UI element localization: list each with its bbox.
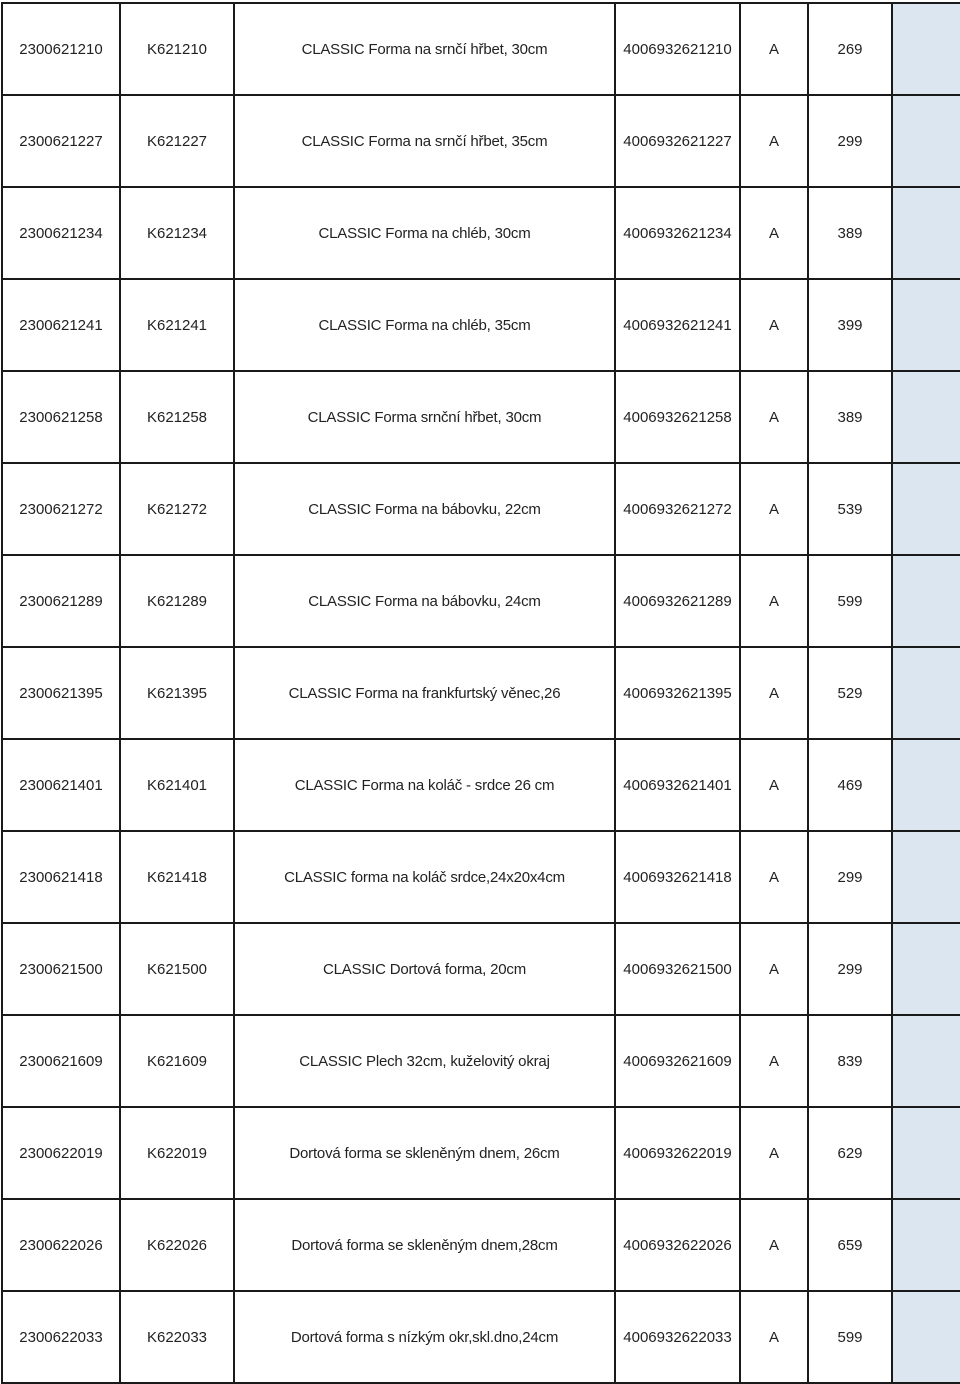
ean-cell: 4006932621272 [615, 463, 740, 555]
product-code-cell: 2300622026 [2, 1199, 120, 1291]
blank-highlight-cell [892, 187, 960, 279]
category-cell: A [740, 463, 808, 555]
price-cell: 469 [808, 739, 892, 831]
ean-cell: 4006932621258 [615, 371, 740, 463]
category-cell: A [740, 187, 808, 279]
price-cell: 399 [808, 279, 892, 371]
sku-cell: K621609 [120, 1015, 234, 1107]
product-code-cell: 2300621609 [2, 1015, 120, 1107]
product-name-cell: CLASSIC Forma na bábovku, 22cm [234, 463, 615, 555]
product-name-cell: Dortová forma se skleněným dnem, 26cm [234, 1107, 615, 1199]
table-row [2, 647, 960, 739]
product-name-cell: Dortová forma se skleněným dnem,28cm [234, 1199, 615, 1291]
product-code-cell: 2300621258 [2, 371, 120, 463]
ean-cell: 4006932621401 [615, 739, 740, 831]
ean-cell: 4006932621609 [615, 1015, 740, 1107]
blank-highlight-cell [892, 1107, 960, 1199]
sku-cell: K621272 [120, 463, 234, 555]
table-row [2, 371, 960, 463]
ean-cell: 4006932621289 [615, 555, 740, 647]
product-code-cell: 2300622033 [2, 1291, 120, 1383]
price-cell: 299 [808, 95, 892, 187]
blank-highlight-cell [892, 463, 960, 555]
product-code-cell: 2300621234 [2, 187, 120, 279]
product-code-cell: 2300621395 [2, 647, 120, 739]
table-row [2, 3, 960, 95]
category-cell: A [740, 1199, 808, 1291]
price-cell: 269 [808, 3, 892, 95]
sku-cell: K621227 [120, 95, 234, 187]
product-name-cell: CLASSIC Dortová forma, 20cm [234, 923, 615, 1015]
product-code-cell: 2300621289 [2, 555, 120, 647]
blank-highlight-cell [892, 555, 960, 647]
sku-cell: K622019 [120, 1107, 234, 1199]
table-row [2, 279, 960, 371]
category-cell: A [740, 1107, 808, 1199]
sku-cell: K622033 [120, 1291, 234, 1383]
category-cell: A [740, 3, 808, 95]
category-cell: A [740, 279, 808, 371]
price-cell: 839 [808, 1015, 892, 1107]
blank-highlight-cell [892, 279, 960, 371]
sku-cell: K621210 [120, 3, 234, 95]
product-name-cell: CLASSIC Forma na frankfurtský věnec,26 [234, 647, 615, 739]
category-cell: A [740, 923, 808, 1015]
sku-cell: K621258 [120, 371, 234, 463]
product-code-cell: 2300621241 [2, 279, 120, 371]
price-cell: 389 [808, 371, 892, 463]
table-row [2, 187, 960, 279]
product-name-cell: CLASSIC Forma na chléb, 35cm [234, 279, 615, 371]
sku-cell: K621395 [120, 647, 234, 739]
price-cell: 599 [808, 1291, 892, 1383]
ean-cell: 4006932622033 [615, 1291, 740, 1383]
ean-cell: 4006932622019 [615, 1107, 740, 1199]
product-code-cell: 2300621272 [2, 463, 120, 555]
category-cell: A [740, 1015, 808, 1107]
price-cell: 389 [808, 187, 892, 279]
ean-cell: 4006932621227 [615, 95, 740, 187]
product-code-cell: 2300621500 [2, 923, 120, 1015]
ean-cell: 4006932622026 [615, 1199, 740, 1291]
price-cell: 299 [808, 923, 892, 1015]
category-cell: A [740, 1291, 808, 1383]
category-cell: A [740, 831, 808, 923]
table-row [2, 555, 960, 647]
table-row [2, 1291, 960, 1383]
sku-cell: K621289 [120, 555, 234, 647]
table-row [2, 463, 960, 555]
sku-cell: K621500 [120, 923, 234, 1015]
product-name-cell: CLASSIC Forma na chléb, 30cm [234, 187, 615, 279]
blank-highlight-cell [892, 647, 960, 739]
blank-highlight-cell [892, 831, 960, 923]
product-name-cell: CLASSIC Forma na srnčí hřbet, 35cm [234, 95, 615, 187]
table-row [2, 739, 960, 831]
sku-cell: K622026 [120, 1199, 234, 1291]
blank-highlight-cell [892, 1015, 960, 1107]
price-cell: 529 [808, 647, 892, 739]
table-row [2, 1199, 960, 1291]
blank-highlight-cell [892, 739, 960, 831]
price-cell: 599 [808, 555, 892, 647]
category-cell: A [740, 371, 808, 463]
blank-highlight-cell [892, 923, 960, 1015]
product-name-cell: CLASSIC Plech 32cm, kuželovitý okraj [234, 1015, 615, 1107]
blank-highlight-cell [892, 1291, 960, 1383]
price-table [1, 2, 960, 1384]
product-name-cell: CLASSIC Forma na bábovku, 24cm [234, 555, 615, 647]
blank-highlight-cell [892, 1199, 960, 1291]
category-cell: A [740, 647, 808, 739]
blank-highlight-cell [892, 95, 960, 187]
blank-highlight-cell [892, 3, 960, 95]
table-row [2, 831, 960, 923]
price-cell: 299 [808, 831, 892, 923]
category-cell: A [740, 95, 808, 187]
price-table-body [2, 3, 960, 1383]
product-name-cell: CLASSIC Forma na koláč - srdce 26 cm [234, 739, 615, 831]
sku-cell: K621241 [120, 279, 234, 371]
ean-cell: 4006932621241 [615, 279, 740, 371]
category-cell: A [740, 739, 808, 831]
blank-highlight-cell [892, 371, 960, 463]
ean-cell: 4006932621500 [615, 923, 740, 1015]
table-row [2, 923, 960, 1015]
price-cell: 539 [808, 463, 892, 555]
product-code-cell: 2300621401 [2, 739, 120, 831]
product-code-cell: 2300621418 [2, 831, 120, 923]
product-code-cell: 2300621210 [2, 3, 120, 95]
table-row [2, 95, 960, 187]
category-cell: A [740, 555, 808, 647]
sku-cell: K621234 [120, 187, 234, 279]
product-name-cell: CLASSIC forma na koláč srdce,24x20x4cm [234, 831, 615, 923]
product-name-cell: CLASSIC Forma na srnčí hřbet, 30cm [234, 3, 615, 95]
ean-cell: 4006932621395 [615, 647, 740, 739]
ean-cell: 4006932621418 [615, 831, 740, 923]
price-cell: 629 [808, 1107, 892, 1199]
product-name-cell: Dortová forma s nízkým okr,skl.dno,24cm [234, 1291, 615, 1383]
sku-cell: K621418 [120, 831, 234, 923]
table-row [2, 1107, 960, 1199]
product-code-cell: 2300622019 [2, 1107, 120, 1199]
table-row [2, 1015, 960, 1107]
ean-cell: 4006932621234 [615, 187, 740, 279]
price-cell: 659 [808, 1199, 892, 1291]
product-name-cell: CLASSIC Forma srnční hřbet, 30cm [234, 371, 615, 463]
product-code-cell: 2300621227 [2, 95, 120, 187]
ean-cell: 4006932621210 [615, 3, 740, 95]
sku-cell: K621401 [120, 739, 234, 831]
